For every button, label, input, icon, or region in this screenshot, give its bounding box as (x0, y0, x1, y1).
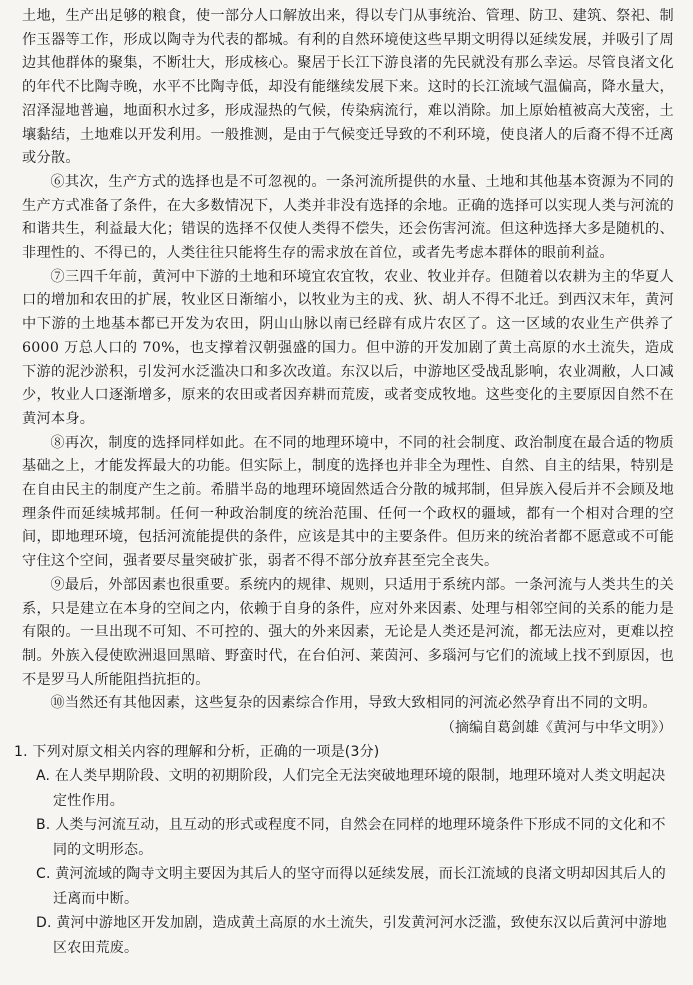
passage-paragraph-6: ⑥其次，生产方式的选择也是不可忽视的。一条河流所提供的水量、土地和其他基本资源为不同的生产方式准备了条件，在大多数情况下，人类并非没有选择的余地。正确的选择可以实现人类与河流的和谐共生，利益最大化；错误的选择不仅使人类得不偿失，还会伤害河流。但这种选择大多是随机的、非理性的、不得已的，人类往往只能将生存的需求放在首位，或者先考虑本群体的眼前利益。 (22, 173, 674, 262)
reading-passage (22, 5, 674, 740)
option-label: A. (36, 768, 51, 785)
question-option-c[interactable] (36, 862, 674, 911)
passage-paragraph-continued: 土地，生产出足够的粮食，使一部分人口解放出来，得以专门从事统治、管理、防卫、建筑、祭祀、制作玉器等工作，形成以陶寺为代表的都城。有利的自然环境使这些早期文明得以延续发展，并吸引了周边其他群体的聚集，不断壮大，形成核心。聚居于长江下游良渚的先民就没有那么幸运。尽管良渚文化的年代不比陶寺晚，水平不比陶寺低，却没有能继续发展下来。这时的长江流域气温偏高，降水量大，沼泽湿地普遍，地面积水过多，形成湿热的气候，传染病流行，难以消除。加上原始植被高大茂密，土壤黏结，土地难以开发利用。一般推测，是由于气候变迁导致的不利环境，使良渚人的后裔不得不迁离或分散。 (22, 8, 674, 167)
option-text: 人类与河流互动，且互动的形式或程度不同，自然会在同样的地理环境条件下形成不同的文化和不同的文明形态。 (53, 817, 666, 858)
passage-paragraph-9: ⑨最后，外部因素也很重要。系统内的规律、规则，只适用于系统内部。一条河流与人类共生的关系，只是建立在本身的空间之内，依赖于自身的条件，应对外来因素、处理与相邻空间的关系的能力是有限的。一旦出现不可知、不可控的、强大的外来因素，无论是人类还是河流，都无法应对，更难以控制。外族入侵使欧洲退回黑暗、野蛮时代，在台伯河、莱茵河、多瑙河与它们的流域上找不到原因，也不是罗马人所能阻挡抗拒的。 (22, 576, 674, 688)
option-text: 黄河流域的陶寺文明主要因为其后人的坚守而得以延续发展，而长江流域的良渚文明却因其后人的迁离而中断。 (53, 866, 666, 907)
option-text: 在人类早期阶段、文明的初期阶段，人们完全无法突破地理环境的限制，地理环境对人类文明起决定性作用。 (53, 768, 666, 809)
passage-paragraph-10: ⑩当然还有其他因素，这些复杂的因素综合作用，导致大致相同的河流必然孕育出不同的文明。 (50, 695, 657, 712)
passage-paragraph-7: ⑦三四千年前，黄河中下游的土地和环境宜农宜牧，农业、牧业并存。但随着以农耕为主的华夏人口的增加和农田的扩展，牧业区日渐缩小，以牧业为主的戎、狄、胡人不得不北迁。到西汉末年，黄河中下游的土地基本都已开发为农田，阴山山脉以南已经辟有成片农区了。这一区域的农业生产供养了 6000 万总人口的 70%，也支撑着汉朝强盛的国力。但中游的开发加剧了黄土高原的水土流失，造成下游的泥沙淤积，引发河水泛滥决口和多次改道。东汉以后，中游地区受战乱影响，农业凋敝，人口减少，牧业人口逐渐增多，原来的农田或者因弃耕而荒废，或者变成牧地。这些变化的主要原因自然不在黄河本身。 (22, 268, 674, 427)
option-text: 黄河中游地区开发加剧，造成黄土高原的水土流失，引发黄河河水泛滥，致使东汉以后黄河中游地区农田荒废。 (53, 915, 667, 956)
question-option-d[interactable] (36, 911, 674, 960)
exam-page (14, 5, 674, 960)
passage-source-citation: （摘编自葛剑雄《黄河与中华文明》） (441, 720, 672, 737)
question-block (14, 740, 674, 960)
option-label: D. (36, 915, 52, 932)
option-label: C. (36, 866, 51, 883)
question-stem: 1. 下列对原文相关内容的理解和分析，正确的一项是(3分) (14, 744, 380, 761)
passage-paragraph-8: ⑧再次，制度的选择同样如此。在不同的地理环境中，不同的社会制度、政治制度在最合适的物质基础之上，才能发挥最大的功能。但实际上，制度的选择也并非全为理性、自然、自主的结果，特别是在自由民主的制度产生之前。希腊半岛的地理环境固然适合分散的城邦制，但异族入侵后并不会顾及地理条件而延续城邦制。任何一种政治制度的统治范围、任何一个政权的疆域，都有一个相对合理的空间，即地理环境，包括河流能提供的条件，应该是其中的主要条件。但历来的统治者都不愿意或不可能守住这个空间，强者要尽量突破扩张，弱者不得不部分放弃甚至完全丧失。 (22, 434, 674, 570)
question-option-b[interactable] (36, 813, 674, 862)
option-label: B. (36, 817, 51, 834)
question-option-a[interactable] (36, 764, 674, 813)
